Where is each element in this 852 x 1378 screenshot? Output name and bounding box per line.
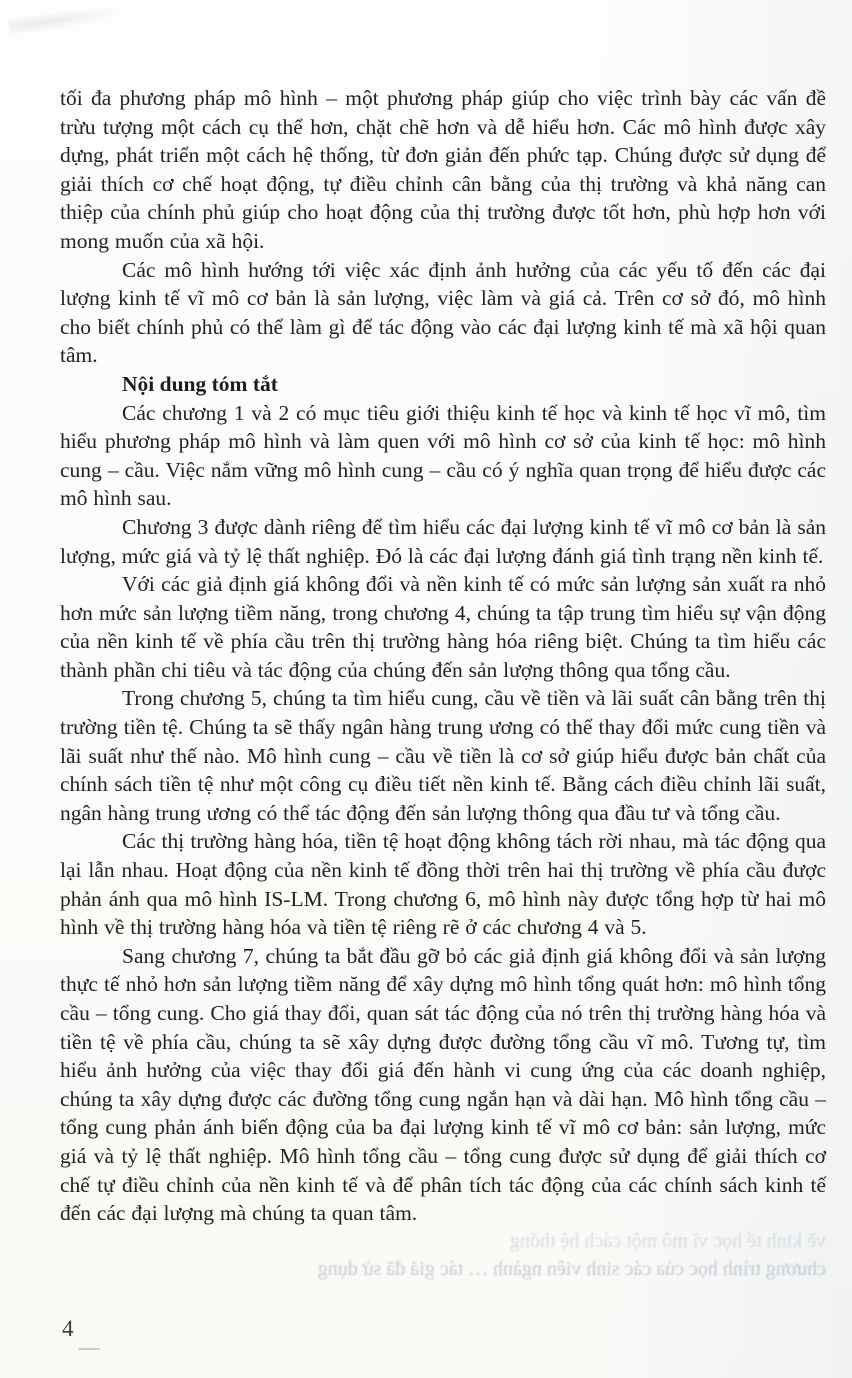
paragraph: Sang chương 7, chúng ta bắt đầu gỡ bỏ các giả định giá không đổi và sản lượng thực tế nhỏ hơn sản lượng tiềm năng để xây dựng mô hình tổng quát hơn: mô hình tổng cầu – tổng cung. Cho giá thay đổi, quan sát tác động của nó trên thị trường hàng hóa và tiền tệ về phía cầu, chúng ta sẽ xây dựng được đường tổng cầu vĩ mô. Tương tự, tìm hiểu ảnh hưởng của việc thay đổi giá đến hành vi cung ứng của các doanh nghiệp, chúng ta xây dựng được các đường tổng cung ngắn hạn và dài hạn. Mô hình tổng cầu – tổng cung phản ánh biến động của ba đại lượng kinh tế vĩ mô cơ bản: sản lượng, mức giá và tỷ lệ thất nghiệp. Mô hình tổng cầu – tổng cung được sử dụng để giải thích cơ chế tự điều chỉnh của nền kinh tế và để phân tích tác động của các chính sách kinh tế đến các đại lượng mà chúng ta quan tâm. bbox=[60, 943, 826, 1226]
opening-paragraph: tối đa phương pháp mô hình – một phương pháp giúp cho việc trình bày các vấn đề trừu tượng một cách cụ thể hơn, chặt chẽ hơn và dễ hiểu hơn. Các mô hình được xây dựng, phát triển một cách hệ thống, từ đơn giản đến phức tạp. Chúng được sử dụng để giải thích cơ chế hoạt động, tự điều chỉnh cân bằng của thị trường và khả năng can thiệp của chính phủ giúp cho hoạt động của thị trường được tốt hơn, phù hợp hơn với mong muốn của xã hội. bbox=[60, 86, 826, 253]
scan-artifact-dash bbox=[78, 1348, 100, 1350]
section-heading: Nội dung tóm tắt bbox=[122, 371, 278, 396]
paragraph: Các mô hình hướng tới việc xác định ảnh hưởng của các yếu tố đến các đại lượng kinh tế vĩ mô cơ bản là sản lượng, việc làm và giá cả. Trên cơ sở đó, mô hình cho biết chính phủ có thể làm gì để tác động vào các đại lượng kinh tế mà xã hội quan tâm. bbox=[60, 257, 826, 368]
paragraph: Trong chương 5, chúng ta tìm hiểu cung, cầu về tiền và lãi suất cân bằng trên thị trường tiền tệ. Chúng ta sẽ thấy ngân hàng trung ương có thể thay đổi mức cung tiền và lãi suất như thế nào. Mô hình cung – cầu về tiền là cơ sở giúp hiểu được bản chất của chính sách tiền tệ như một công cụ điều tiết nền kinh tế. Bằng cách điều chỉnh lãi suất, ngân hàng trung ương có thể tác động đến sản lượng thông qua đầu tư và tổng cầu. bbox=[60, 686, 826, 825]
paragraph: Các thị trường hàng hóa, tiền tệ hoạt động không tách rời nhau, mà tác động qua lại lẫn nhau. Hoạt động của nền kinh tế đồng thời trên hai thị trường về phía cầu được phản ánh qua mô hình IS-LM. Trong chương 6, mô hình này được tổng hợp từ hai mô hình về thị trường hàng hóa và tiền tệ riêng rẽ ở các chương 4 và 5. bbox=[60, 829, 826, 940]
paragraph: Chương 3 được dành riêng để tìm hiểu các đại lượng kinh tế vĩ mô cơ bản là sản lượng, mức giá và tỷ lệ thất nghiệp. Đó là các đại lượng đánh giá tình trạng nền kinh tế. bbox=[60, 514, 826, 568]
body-text-block bbox=[60, 84, 826, 1228]
scan-smudge bbox=[7, 2, 128, 37]
page-number: 4 bbox=[62, 1316, 74, 1341]
paragraph: Các chương 1 và 2 có mục tiêu giới thiệu kinh tế học và kinh tế học vĩ mô, tìm hiểu phương pháp mô hình và làm quen với mô hình cơ sở của kinh tế học: mô hình cung – cầu. Việc nắm vững mô hình cung – cầu có ý nghĩa quan trọng để hiểu được các mô hình sau. bbox=[60, 400, 826, 511]
bleedthrough-text-line: chương trình học của các sinh viên ngành … tác giả đã sử dụng bbox=[317, 1258, 826, 1280]
paragraph: Với các giả định giá không đổi và nền kinh tế có mức sản lượng sản xuất ra nhỏ hơn mức sản lượng tiềm năng, trong chương 4, chúng ta tập trung tìm hiểu sự vận động của nền kinh tế về phía cầu trên thị trường hàng hóa riêng biệt. Chúng ta tìm hiểu các thành phần chi tiêu và tác động của chúng đến sản lượng thông qua tổng cầu. bbox=[60, 572, 826, 682]
bleedthrough-text-line: về kinh tế học vĩ mô một cách hệ thống bbox=[509, 1230, 826, 1252]
